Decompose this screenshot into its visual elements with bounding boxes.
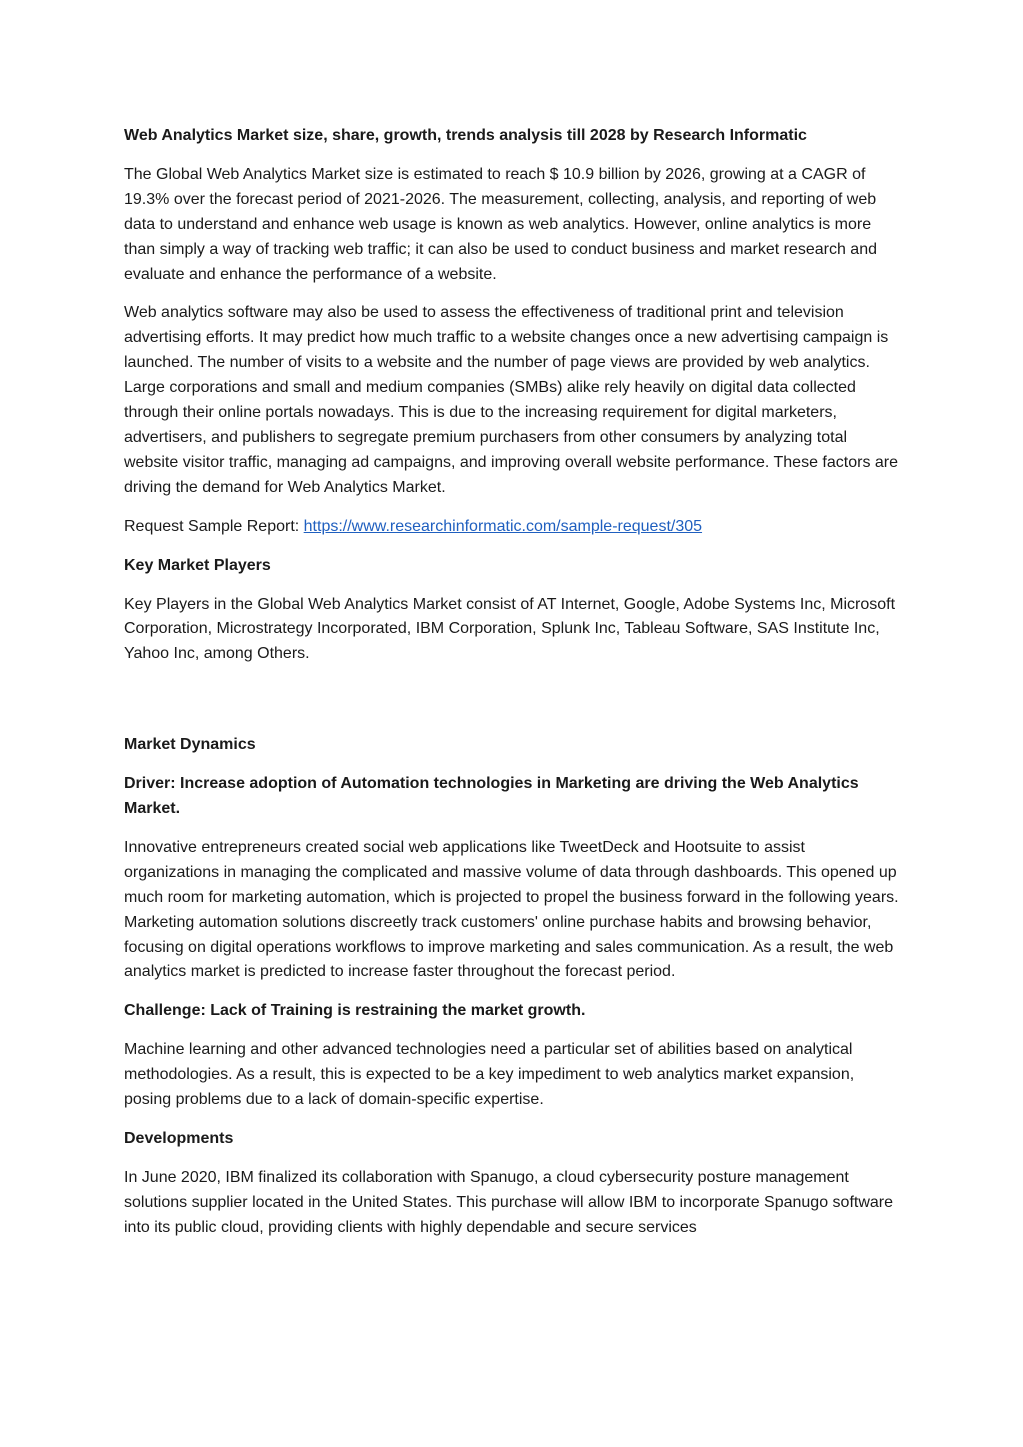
document-page bbox=[124, 124, 900, 1255]
intro-paragraph-1: The Global Web Analytics Market size is estimated to reach $ 10.9 billion by 2026, growing at a CAGR of 19.3% over the forecast period of 2021-2026. The measurement, collecting, analysis, and reporting of web data to understand and enhance web usage is known as web analytics. However, online analytics is more than simply a way of tracking web traffic; it can also be used to conduct business and market research and evaluate and enhance the performance of a website. bbox=[124, 165, 877, 283]
section-spacer bbox=[124, 681, 900, 733]
challenge-heading: Challenge: Lack of Training is restraining the market growth. bbox=[124, 1002, 586, 1020]
developments-heading: Developments bbox=[124, 1130, 234, 1147]
developments-paragraph: In June 2020, IBM finalized its collaboration with Spanugo, a cloud cybersecurity posture management solutions supplier located in the United States. This purchase will allow IBM to incorporate Spanugo software into its public cloud, providing clients with highly dependable and secure services bbox=[124, 1168, 894, 1236]
sample-request-link[interactable]: https://www.researchinformatic.com/sample-request/305 bbox=[303, 517, 703, 535]
intro-paragraph-2: Web analytics software may also be used to assess the effectiveness of traditional print and television advertising efforts. It may predict how much traffic to a website changes once a new advertising campaign is launched. The number of visits to a website and the number of page views are provided by web analytics. Large corporations and small and medium companies (SMBs) alike rely heavily on digital data collected through their online portals nowadays. This is due to the increasing requirement for digital marketers, advertisers, and publishers to segregate premium purchasers from other consumers by analyzing total website visitor traffic, managing ad campaigns, and improving overall website performance. These factors are driving the demand for Web Analytics Market. bbox=[124, 304, 899, 496]
document-title: Web Analytics Market size, share, growth, trends analysis till 2028 by Research Informatic bbox=[124, 127, 807, 144]
sample-request-line bbox=[124, 515, 900, 540]
key-players-heading: Key Market Players bbox=[124, 556, 271, 574]
driver-paragraph: Innovative entrepreneurs created social web applications like TweetDeck and Hootsuite to assist organizations in managing the complicated and massive volume of data through dashboards. This opened up much room for marketing automation, which is projected to propel the business forward in the following years. Marketing automation solutions discreetly track customers' online purchase habits and browsing behavior, focusing on digital operations workflows to improve marketing and sales communication. As a result, the web analytics market is predicted to increase faster throughout the forecast period. bbox=[124, 838, 899, 981]
challenge-paragraph: Machine learning and other advanced technologies need a particular set of abilities based on analytical methodologies. As a result, this is expected to be a key impediment to web analytics market expansion, posing problems due to a lack of domain-specific expertise. bbox=[124, 1041, 855, 1109]
sample-request-label: Request Sample Report: bbox=[124, 517, 304, 535]
driver-heading: Driver: Increase adoption of Automation technologies in Marketing are driving the Web Analytics Market. bbox=[124, 775, 859, 818]
key-players-paragraph: Key Players in the Global Web Analytics Market consist of AT Internet, Google, Adobe Systems Inc, Microsoft Corporation, Microstrategy Incorporated, IBM Corporation, Splunk Inc, Tableau Software, SAS Institute Inc, Yahoo Inc, among Others. bbox=[124, 595, 896, 663]
market-dynamics-heading: Market Dynamics bbox=[124, 736, 256, 754]
